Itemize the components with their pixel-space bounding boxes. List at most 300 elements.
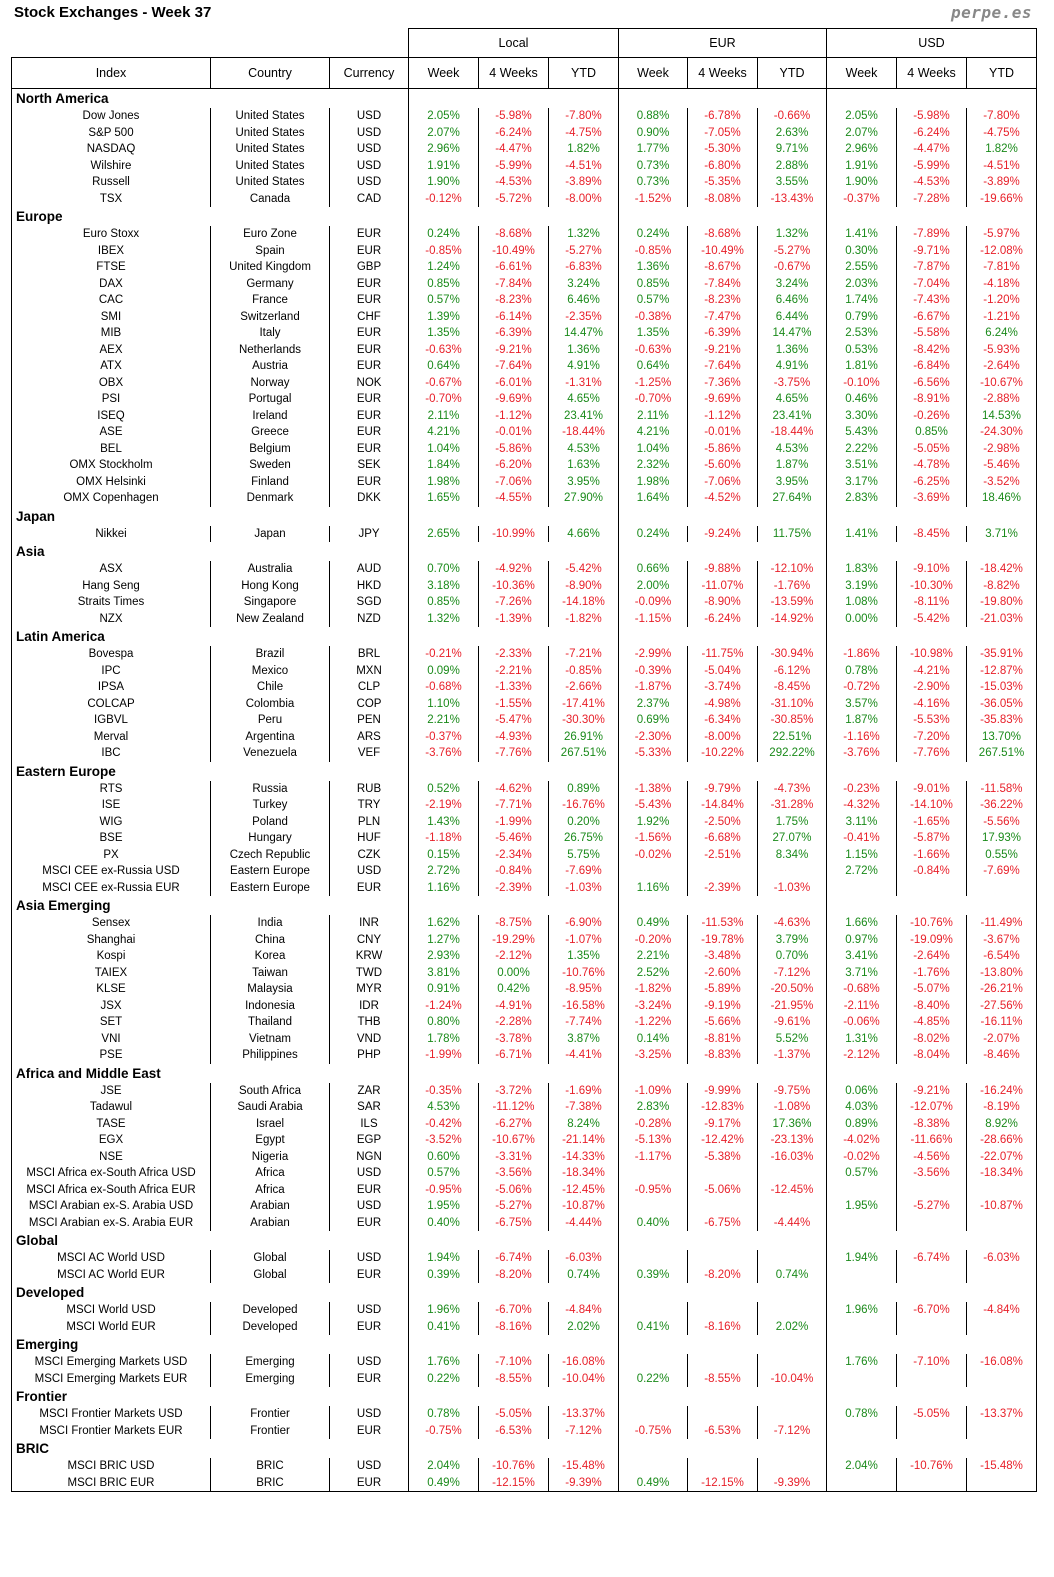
- usd-week-cell: 0.57%: [827, 1165, 897, 1182]
- local-ytd-cell: 4.65%: [549, 391, 619, 408]
- index-name-cell: Wilshire: [12, 158, 211, 175]
- table-row: [12, 1198, 1037, 1215]
- local-week-cell: -2.19%: [409, 797, 479, 814]
- usd-4weeks-cell: -1.76%: [897, 965, 967, 982]
- table-row: [12, 712, 1037, 729]
- eur-ytd-cell: -12.45%: [758, 1182, 827, 1199]
- section-header-row: [12, 1387, 1037, 1406]
- usd-ytd-cell: -5.46%: [967, 457, 1037, 474]
- usd-ytd-cell: [967, 1371, 1037, 1388]
- usd-week-cell: 1.83%: [827, 561, 897, 578]
- currency-cell: USD: [330, 1354, 409, 1371]
- eur-4weeks-cell: -6.75%: [688, 1215, 758, 1232]
- section-spacer: [827, 542, 1037, 561]
- section-spacer: [619, 1231, 827, 1250]
- country-cell: Australia: [211, 561, 330, 578]
- country-cell: Russia: [211, 781, 330, 798]
- eur-week-cell: [619, 1302, 688, 1319]
- local-4weeks-cell: -6.75%: [479, 1215, 549, 1232]
- eur-4weeks-cell: -6.24%: [688, 611, 758, 628]
- col-local-ytd: YTD: [549, 58, 619, 89]
- local-week-cell: 1.39%: [409, 309, 479, 326]
- section-spacer: [409, 762, 619, 781]
- usd-ytd-cell: 18.46%: [967, 490, 1037, 507]
- eur-4weeks-cell: -3.74%: [688, 679, 758, 696]
- currency-cell: ARS: [330, 729, 409, 746]
- usd-ytd-cell: -36.22%: [967, 797, 1037, 814]
- table-row: [12, 797, 1037, 814]
- usd-ytd-cell: -18.42%: [967, 561, 1037, 578]
- index-name-cell: IPSA: [12, 679, 211, 696]
- usd-week-cell: 2.83%: [827, 490, 897, 507]
- country-cell: Peru: [211, 712, 330, 729]
- section-spacer: [409, 207, 619, 226]
- usd-week-cell: 0.78%: [827, 663, 897, 680]
- eur-ytd-cell: [758, 1250, 827, 1267]
- local-ytd-cell: 8.24%: [549, 1116, 619, 1133]
- eur-ytd-cell: -0.66%: [758, 108, 827, 125]
- usd-week-cell: -2.11%: [827, 998, 897, 1015]
- eur-week-cell: -5.13%: [619, 1132, 688, 1149]
- eur-4weeks-cell: -5.35%: [688, 174, 758, 191]
- usd-ytd-cell: -18.34%: [967, 1165, 1037, 1182]
- usd-4weeks-cell: -2.90%: [897, 679, 967, 696]
- eur-4weeks-cell: -7.06%: [688, 474, 758, 491]
- usd-ytd-cell: -8.82%: [967, 578, 1037, 595]
- local-4weeks-cell: -6.61%: [479, 259, 549, 276]
- section-spacer: [827, 1335, 1037, 1354]
- local-ytd-cell: 27.90%: [549, 490, 619, 507]
- eur-week-cell: -1.38%: [619, 781, 688, 798]
- section-spacer: [409, 1439, 619, 1458]
- eur-ytd-cell: 3.95%: [758, 474, 827, 491]
- currency-cell: EUR: [330, 292, 409, 309]
- table-row: [12, 1354, 1037, 1371]
- local-4weeks-cell: -6.70%: [479, 1302, 549, 1319]
- currency-cell: USD: [330, 125, 409, 142]
- eur-ytd-cell: [758, 1165, 827, 1182]
- usd-4weeks-cell: -3.69%: [897, 490, 967, 507]
- table-row: [12, 158, 1037, 175]
- local-week-cell: 0.85%: [409, 594, 479, 611]
- local-week-cell: 1.62%: [409, 915, 479, 932]
- usd-4weeks-cell: -9.01%: [897, 781, 967, 798]
- usd-week-cell: 2.55%: [827, 259, 897, 276]
- section-header-row: [12, 896, 1037, 915]
- index-name-cell: MSCI World USD: [12, 1302, 211, 1319]
- local-4weeks-cell: -6.74%: [479, 1250, 549, 1267]
- index-name-cell: ISE: [12, 797, 211, 814]
- currency-cell: USD: [330, 174, 409, 191]
- usd-week-cell: -4.32%: [827, 797, 897, 814]
- local-ytd-cell: -5.42%: [549, 561, 619, 578]
- usd-4weeks-cell: -8.42%: [897, 342, 967, 359]
- country-cell: Malaysia: [211, 981, 330, 998]
- usd-week-cell: 1.15%: [827, 847, 897, 864]
- usd-4weeks-cell: -6.84%: [897, 358, 967, 375]
- usd-ytd-cell: [967, 1475, 1037, 1492]
- table-row: [12, 474, 1037, 491]
- eur-4weeks-cell: -9.99%: [688, 1083, 758, 1100]
- currency-cell: USD: [330, 158, 409, 175]
- eur-4weeks-cell: -2.50%: [688, 814, 758, 831]
- local-4weeks-cell: -6.39%: [479, 325, 549, 342]
- local-ytd-cell: -8.00%: [549, 191, 619, 208]
- eur-ytd-cell: -4.44%: [758, 1215, 827, 1232]
- table-row: [12, 1083, 1037, 1100]
- usd-week-cell: 2.04%: [827, 1458, 897, 1475]
- local-week-cell: 1.91%: [409, 158, 479, 175]
- section-spacer: [619, 507, 827, 526]
- eur-ytd-cell: 8.34%: [758, 847, 827, 864]
- local-ytd-cell: 26.75%: [549, 830, 619, 847]
- usd-ytd-cell: -27.56%: [967, 998, 1037, 1015]
- usd-ytd-cell: -11.58%: [967, 781, 1037, 798]
- local-ytd-cell: 4.66%: [549, 526, 619, 543]
- section-title: Developed: [12, 1283, 409, 1302]
- index-name-cell: Straits Times: [12, 594, 211, 611]
- eur-4weeks-cell: -2.39%: [688, 880, 758, 897]
- country-cell: Switzerland: [211, 309, 330, 326]
- local-ytd-cell: -7.80%: [549, 108, 619, 125]
- usd-4weeks-cell: -10.76%: [897, 1458, 967, 1475]
- local-4weeks-cell: -4.53%: [479, 174, 549, 191]
- eur-week-cell: 4.21%: [619, 424, 688, 441]
- local-ytd-cell: -3.89%: [549, 174, 619, 191]
- local-ytd-cell: -1.03%: [549, 880, 619, 897]
- section-spacer: [619, 896, 827, 915]
- usd-ytd-cell: [967, 1423, 1037, 1440]
- usd-ytd-cell: -12.87%: [967, 663, 1037, 680]
- eur-4weeks-cell: -7.64%: [688, 358, 758, 375]
- group-usd: USD: [827, 29, 1037, 58]
- eur-week-cell: [619, 1406, 688, 1423]
- eur-ytd-cell: 14.47%: [758, 325, 827, 342]
- local-4weeks-cell: -6.14%: [479, 309, 549, 326]
- local-week-cell: -1.24%: [409, 998, 479, 1015]
- local-week-cell: 1.94%: [409, 1250, 479, 1267]
- country-cell: Indonesia: [211, 998, 330, 1015]
- eur-week-cell: [619, 863, 688, 880]
- usd-ytd-cell: -4.18%: [967, 276, 1037, 293]
- eur-ytd-cell: 6.44%: [758, 309, 827, 326]
- table-row: [12, 981, 1037, 998]
- usd-ytd-cell: 17.93%: [967, 830, 1037, 847]
- local-4weeks-cell: -10.49%: [479, 243, 549, 260]
- currency-cell: EUR: [330, 408, 409, 425]
- local-week-cell: 4.21%: [409, 424, 479, 441]
- section-header-row: [12, 627, 1037, 646]
- eur-ytd-cell: -7.12%: [758, 965, 827, 982]
- eur-week-cell: -3.25%: [619, 1047, 688, 1064]
- currency-cell: CNY: [330, 932, 409, 949]
- usd-ytd-cell: 1.82%: [967, 141, 1037, 158]
- index-name-cell: OMX Stockholm: [12, 457, 211, 474]
- eur-ytd-cell: 4.91%: [758, 358, 827, 375]
- eur-ytd-cell: 0.74%: [758, 1267, 827, 1284]
- section-spacer: [827, 207, 1037, 226]
- country-cell: Developed: [211, 1302, 330, 1319]
- local-week-cell: 0.49%: [409, 1475, 479, 1492]
- local-ytd-cell: 0.74%: [549, 1267, 619, 1284]
- local-ytd-cell: -4.51%: [549, 158, 619, 175]
- eur-week-cell: 0.66%: [619, 561, 688, 578]
- usd-4weeks-cell: -4.56%: [897, 1149, 967, 1166]
- country-cell: India: [211, 915, 330, 932]
- local-4weeks-cell: -7.76%: [479, 745, 549, 762]
- local-ytd-cell: -4.75%: [549, 125, 619, 142]
- eur-4weeks-cell: -1.12%: [688, 408, 758, 425]
- usd-week-cell: 1.81%: [827, 358, 897, 375]
- eur-week-cell: 2.00%: [619, 578, 688, 595]
- currency-cell: USD: [330, 1458, 409, 1475]
- table-row: [12, 1132, 1037, 1149]
- country-cell: Poland: [211, 814, 330, 831]
- local-ytd-cell: -7.21%: [549, 646, 619, 663]
- eur-ytd-cell: -8.45%: [758, 679, 827, 696]
- country-cell: Israel: [211, 1116, 330, 1133]
- usd-4weeks-cell: -7.76%: [897, 745, 967, 762]
- table-row: [12, 1319, 1037, 1336]
- usd-week-cell: 2.72%: [827, 863, 897, 880]
- currency-cell: TWD: [330, 965, 409, 982]
- section-spacer: [619, 762, 827, 781]
- local-week-cell: -1.18%: [409, 830, 479, 847]
- usd-ytd-cell: -22.07%: [967, 1149, 1037, 1166]
- table-row: [12, 1215, 1037, 1232]
- usd-week-cell: 1.94%: [827, 1250, 897, 1267]
- usd-ytd-cell: -26.21%: [967, 981, 1037, 998]
- section-spacer: [409, 1283, 619, 1302]
- usd-4weeks-cell: -5.87%: [897, 830, 967, 847]
- currency-cell: EUR: [330, 1215, 409, 1232]
- currency-cell: THB: [330, 1014, 409, 1031]
- local-week-cell: 1.76%: [409, 1354, 479, 1371]
- eur-week-cell: 1.77%: [619, 141, 688, 158]
- eur-week-cell: -0.02%: [619, 847, 688, 864]
- currency-cell: USD: [330, 1198, 409, 1215]
- country-cell: Arabian: [211, 1198, 330, 1215]
- usd-week-cell: 2.07%: [827, 125, 897, 142]
- section-header-row: [12, 1439, 1037, 1458]
- index-name-cell: MSCI World EUR: [12, 1319, 211, 1336]
- currency-cell: MYR: [330, 981, 409, 998]
- group-eur: EUR: [619, 29, 827, 58]
- usd-ytd-cell: -8.46%: [967, 1047, 1037, 1064]
- eur-ytd-cell: 11.75%: [758, 526, 827, 543]
- eur-ytd-cell: -13.59%: [758, 594, 827, 611]
- table-row: [12, 830, 1037, 847]
- eur-4weeks-cell: -4.52%: [688, 490, 758, 507]
- index-name-cell: COLCAP: [12, 696, 211, 713]
- country-cell: BRIC: [211, 1458, 330, 1475]
- table-row: [12, 696, 1037, 713]
- usd-4weeks-cell: -0.26%: [897, 408, 967, 425]
- eur-4weeks-cell: -5.89%: [688, 981, 758, 998]
- local-week-cell: 1.35%: [409, 325, 479, 342]
- usd-4weeks-cell: [897, 1215, 967, 1232]
- country-cell: South Africa: [211, 1083, 330, 1100]
- usd-week-cell: -4.02%: [827, 1132, 897, 1149]
- index-name-cell: VNI: [12, 1031, 211, 1048]
- index-name-cell: OMX Copenhagen: [12, 490, 211, 507]
- usd-4weeks-cell: -6.70%: [897, 1302, 967, 1319]
- col-local-week: Week: [409, 58, 479, 89]
- section-spacer: [619, 1283, 827, 1302]
- eur-4weeks-cell: -5.06%: [688, 1182, 758, 1199]
- eur-week-cell: -0.63%: [619, 342, 688, 359]
- usd-week-cell: 0.97%: [827, 932, 897, 949]
- eur-ytd-cell: -9.75%: [758, 1083, 827, 1100]
- usd-week-cell: 3.30%: [827, 408, 897, 425]
- eur-4weeks-cell: -8.68%: [688, 226, 758, 243]
- table-row: [12, 814, 1037, 831]
- usd-ytd-cell: 13.70%: [967, 729, 1037, 746]
- section-title: Latin America: [12, 627, 409, 646]
- local-ytd-cell: -16.58%: [549, 998, 619, 1015]
- local-4weeks-cell: -3.72%: [479, 1083, 549, 1100]
- eur-week-cell: -5.33%: [619, 745, 688, 762]
- index-name-cell: KLSE: [12, 981, 211, 998]
- usd-week-cell: -0.37%: [827, 191, 897, 208]
- eur-4weeks-cell: -19.78%: [688, 932, 758, 949]
- usd-4weeks-cell: -4.78%: [897, 457, 967, 474]
- usd-week-cell: 1.96%: [827, 1302, 897, 1319]
- eur-ytd-cell: [758, 1458, 827, 1475]
- currency-cell: EGP: [330, 1132, 409, 1149]
- local-4weeks-cell: -7.06%: [479, 474, 549, 491]
- currency-cell: HKD: [330, 578, 409, 595]
- table-row: [12, 863, 1037, 880]
- currency-cell: KRW: [330, 948, 409, 965]
- eur-4weeks-cell: -8.00%: [688, 729, 758, 746]
- usd-ytd-cell: -11.49%: [967, 915, 1037, 932]
- eur-4weeks-cell: -12.83%: [688, 1099, 758, 1116]
- local-4weeks-cell: -7.84%: [479, 276, 549, 293]
- country-cell: Nigeria: [211, 1149, 330, 1166]
- country-cell: Saudi Arabia: [211, 1099, 330, 1116]
- usd-week-cell: [827, 1475, 897, 1492]
- eur-ytd-cell: -1.37%: [758, 1047, 827, 1064]
- local-week-cell: 0.57%: [409, 1165, 479, 1182]
- local-ytd-cell: -21.14%: [549, 1132, 619, 1149]
- eur-ytd-cell: 1.32%: [758, 226, 827, 243]
- eur-4weeks-cell: -8.23%: [688, 292, 758, 309]
- usd-week-cell: 2.53%: [827, 325, 897, 342]
- local-4weeks-cell: -2.12%: [479, 948, 549, 965]
- local-week-cell: -0.42%: [409, 1116, 479, 1133]
- index-name-cell: IGBVL: [12, 712, 211, 729]
- eur-4weeks-cell: -9.24%: [688, 526, 758, 543]
- usd-week-cell: 1.41%: [827, 226, 897, 243]
- index-name-cell: TASE: [12, 1116, 211, 1133]
- currency-cell: USD: [330, 1165, 409, 1182]
- eur-week-cell: 0.85%: [619, 276, 688, 293]
- usd-week-cell: 0.30%: [827, 243, 897, 260]
- usd-ytd-cell: [967, 1267, 1037, 1284]
- usd-week-cell: -0.68%: [827, 981, 897, 998]
- eur-week-cell: 0.22%: [619, 1371, 688, 1388]
- usd-week-cell: [827, 1215, 897, 1232]
- local-4weeks-cell: -1.33%: [479, 679, 549, 696]
- currency-cell: PEN: [330, 712, 409, 729]
- eur-ytd-cell: [758, 1354, 827, 1371]
- eur-4weeks-cell: -4.98%: [688, 696, 758, 713]
- currency-cell: USD: [330, 1302, 409, 1319]
- usd-4weeks-cell: -6.56%: [897, 375, 967, 392]
- usd-week-cell: 3.17%: [827, 474, 897, 491]
- usd-ytd-cell: -19.66%: [967, 191, 1037, 208]
- section-title: Europe: [12, 207, 409, 226]
- index-name-cell: MSCI BRIC USD: [12, 1458, 211, 1475]
- usd-ytd-cell: -3.52%: [967, 474, 1037, 491]
- local-week-cell: 0.40%: [409, 1215, 479, 1232]
- eur-ytd-cell: -4.63%: [758, 915, 827, 932]
- currency-cell: EUR: [330, 880, 409, 897]
- usd-ytd-cell: -35.83%: [967, 712, 1037, 729]
- usd-4weeks-cell: -3.56%: [897, 1165, 967, 1182]
- table-row: [12, 578, 1037, 595]
- eur-4weeks-cell: -6.80%: [688, 158, 758, 175]
- eur-4weeks-cell: -8.08%: [688, 191, 758, 208]
- local-week-cell: 2.72%: [409, 863, 479, 880]
- local-ytd-cell: -0.85%: [549, 663, 619, 680]
- index-name-cell: ASX: [12, 561, 211, 578]
- country-cell: France: [211, 292, 330, 309]
- local-4weeks-cell: -11.12%: [479, 1099, 549, 1116]
- local-4weeks-cell: -6.53%: [479, 1423, 549, 1440]
- section-spacer: [827, 896, 1037, 915]
- usd-week-cell: -0.10%: [827, 375, 897, 392]
- local-week-cell: 0.70%: [409, 561, 479, 578]
- index-name-cell: NZX: [12, 611, 211, 628]
- eur-ytd-cell: -30.85%: [758, 712, 827, 729]
- eur-4weeks-cell: -2.60%: [688, 965, 758, 982]
- usd-4weeks-cell: [897, 1319, 967, 1336]
- usd-week-cell: [827, 880, 897, 897]
- local-4weeks-cell: -7.26%: [479, 594, 549, 611]
- section-spacer: [827, 1283, 1037, 1302]
- country-cell: Sweden: [211, 457, 330, 474]
- table-row: [12, 745, 1037, 762]
- usd-week-cell: -1.16%: [827, 729, 897, 746]
- section-title: Eastern Europe: [12, 762, 409, 781]
- usd-ytd-cell: -36.05%: [967, 696, 1037, 713]
- table-row: [12, 1165, 1037, 1182]
- local-week-cell: 0.39%: [409, 1267, 479, 1284]
- eur-ytd-cell: -1.08%: [758, 1099, 827, 1116]
- table-row: [12, 561, 1037, 578]
- section-spacer: [619, 1335, 827, 1354]
- eur-4weeks-cell: -5.86%: [688, 441, 758, 458]
- local-4weeks-cell: -10.36%: [479, 578, 549, 595]
- local-4weeks-cell: -5.98%: [479, 108, 549, 125]
- local-ytd-cell: -14.18%: [549, 594, 619, 611]
- eur-4weeks-cell: -7.47%: [688, 309, 758, 326]
- currency-cell: SAR: [330, 1099, 409, 1116]
- currency-cell: VEF: [330, 745, 409, 762]
- usd-ytd-cell: -2.07%: [967, 1031, 1037, 1048]
- eur-4weeks-cell: -7.05%: [688, 125, 758, 142]
- section-title: North America: [12, 89, 409, 109]
- currency-cell: EUR: [330, 358, 409, 375]
- index-name-cell: MSCI CEE ex-Russia USD: [12, 863, 211, 880]
- eur-ytd-cell: 3.79%: [758, 932, 827, 949]
- local-ytd-cell: -10.87%: [549, 1198, 619, 1215]
- usd-4weeks-cell: -2.64%: [897, 948, 967, 965]
- section-title: Emerging: [12, 1335, 409, 1354]
- local-week-cell: 2.05%: [409, 108, 479, 125]
